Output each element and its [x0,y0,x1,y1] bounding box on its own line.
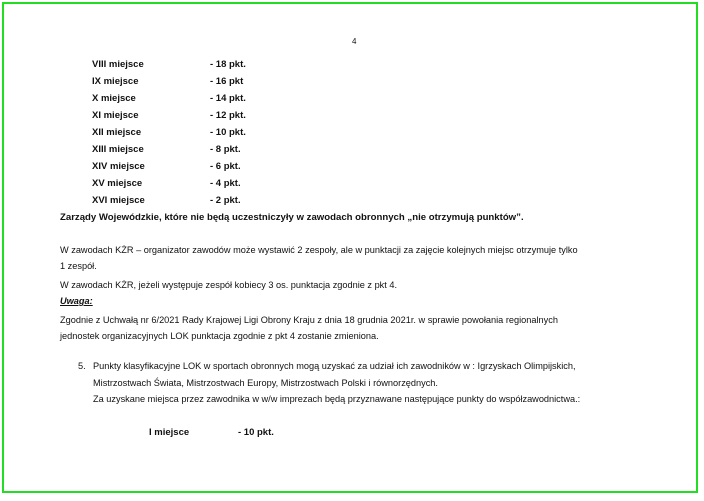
ranking-row [92,59,246,70]
ranking-row [92,144,241,155]
ranking-row [92,76,243,87]
ranking-row [92,127,246,138]
ranking-points: - 6 pkt. [210,161,241,172]
item-5-line: Punkty klasyfikacyjne LOK w sportach obronnych mogą uzyskać za udział ich zawodników w : Igrzyskach Olimpijskich, [93,361,576,371]
kzr-paragraph-line: 1 zespół. [60,261,97,271]
ranking-points: - 12 pkt. [210,110,246,121]
first-place-row [149,427,274,438]
page-number: 4 [352,37,357,46]
ranking-points: - 2 pkt. [210,195,241,206]
ranking-place: X miejsce [92,93,136,104]
ranking-points: - 16 pkt [210,76,244,87]
uwaga-paragraph-line: Zgodnie z Uchwałą nr 6/2021 Rady Krajowej Ligi Obrony Kraju z dnia 18 grudnia 2021r. w sprawie powołania regionalnych [60,315,558,325]
ranking-place: XIV miejsce [92,161,145,172]
item-5-line: Mistrzostwach Świata, Mistrzostwach Europy, Mistrzostwach Polski i równorzędnych. [93,378,438,388]
ranking-place: XV miejsce [92,178,143,189]
kzr-paragraph-line: W zawodach KŻR, jeżeli występuje zespół kobiecy 3 os. punktacja zgodnie z pkt 4. [60,280,398,290]
ranking-row [92,110,246,121]
document-page [2,2,698,493]
ranking-place: IX miejsce [92,76,139,87]
ranking-place: XIII miejsce [92,144,144,155]
ranking-points: - 8 pkt. [210,144,241,155]
kzr-paragraph-line: W zawodach KŻR – organizator zawodów może wystawić 2 zespoły, ale w punktacji za zajęcie kolejnych miejsc otrzymuje tylko [60,245,578,255]
ranking-row [92,93,246,104]
first-place-points: - 10 pkt. [238,427,274,438]
ranking-points: - 4 pkt. [210,178,241,189]
item-5-number: 5. [78,361,86,371]
ranking-place: XVI miejsce [92,195,145,206]
uwaga-heading: Uwaga: [60,296,93,306]
ranking-row [92,195,241,206]
ranking-points: - 10 pkt. [210,127,246,138]
ranking-row [92,161,241,172]
ranking-row [92,178,241,189]
first-place-label: I miejsce [149,427,190,438]
zarzady-note: Zarządy Wojewódzkie, które nie będą uczestniczyły w zawodach obronnych „nie otrzymują punktów”. [60,212,524,223]
uwaga-paragraph-line: jednostek organizacyjnych LOK punktacja zgodnie z pkt 4 zostanie zmieniona. [60,331,379,341]
item-5-line: Za uzyskane miejsca przez zawodnika w w/w imprezach będą przyznawane następujące punkty do współzawodnictwa.: [93,394,581,404]
ranking-points: - 14 pkt. [210,93,246,104]
ranking-points: - 18 pkt. [210,59,246,70]
ranking-place: XI miejsce [92,110,139,121]
ranking-place: VIII miejsce [92,59,144,70]
ranking-place: XII miejsce [92,127,142,138]
